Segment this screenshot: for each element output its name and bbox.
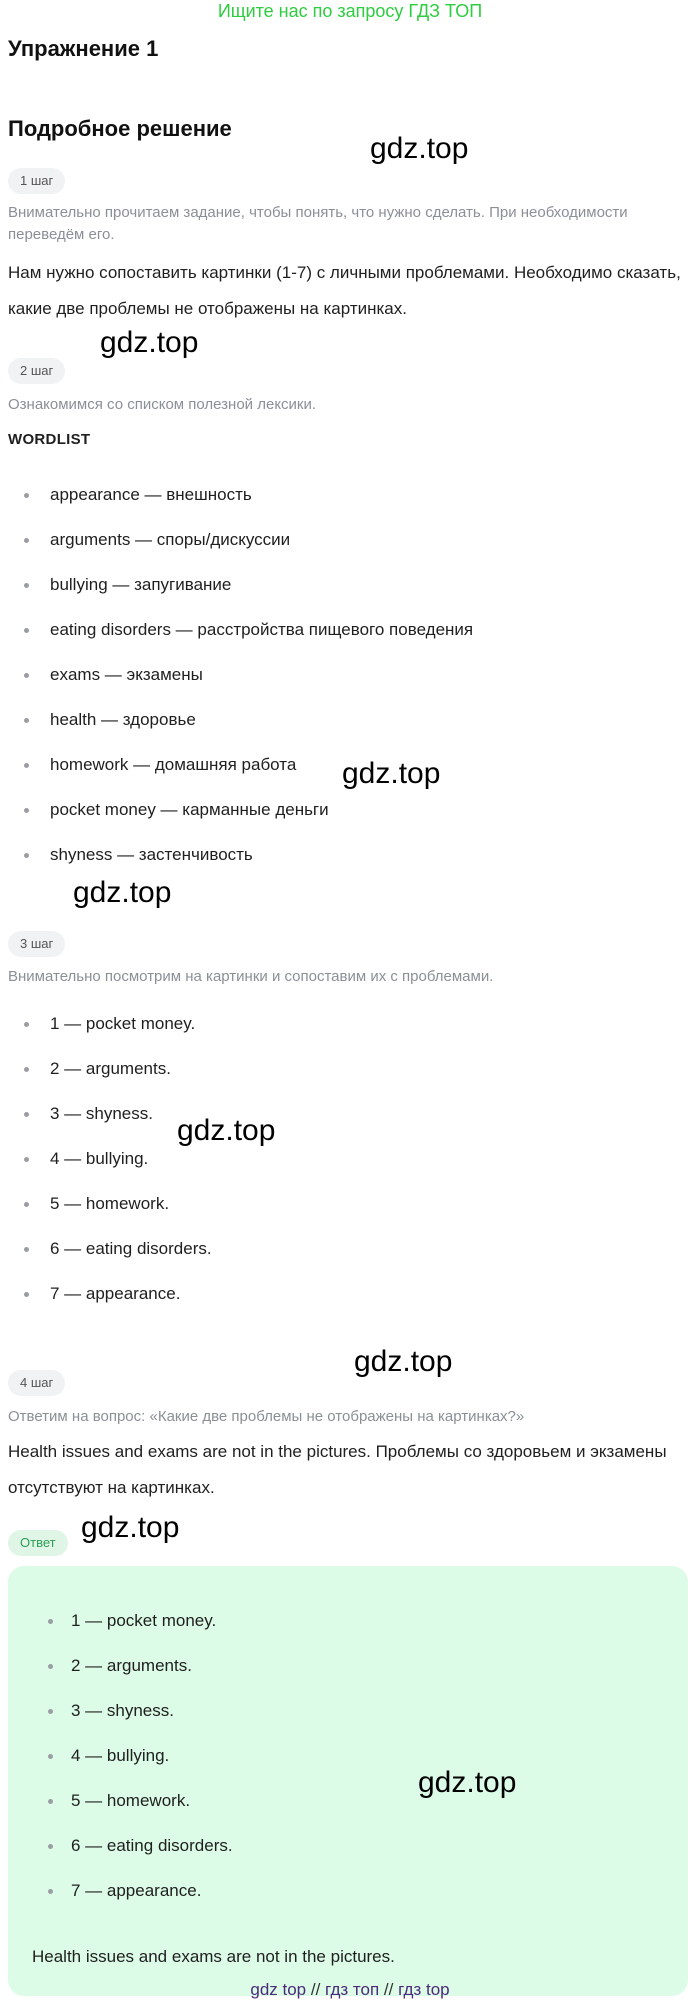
- list-item: homework — домашняя работа: [8, 752, 473, 797]
- step-4-badge: 4 шаг: [8, 1370, 65, 1396]
- list-item: bullying — запугивание: [8, 572, 473, 617]
- list-item: 2 — arguments.: [8, 1653, 233, 1698]
- list-item: 6 — eating disorders.: [8, 1833, 233, 1878]
- footer-separator: //: [383, 1980, 394, 1999]
- list-item: arguments — споры/дискуссии: [8, 527, 473, 572]
- footer-links: [0, 1978, 700, 2002]
- list-item: 6 — eating disorders.: [8, 1236, 212, 1281]
- answer-list: [8, 1608, 233, 1923]
- list-item: 4 — bullying.: [8, 1743, 233, 1788]
- step-3-hint: Внимательно посмотрим на картинки и сопоставим их с проблемами.: [8, 968, 494, 985]
- watermark: gdz.top: [100, 326, 199, 359]
- answer-text: Health issues and exams are not in the pictures.: [32, 1947, 395, 1966]
- list-item: 5 — homework.: [8, 1191, 212, 1236]
- list-item: exams — экзамены: [8, 662, 473, 707]
- list-item: 7 — appearance.: [8, 1878, 233, 1923]
- watermark: gdz.top: [418, 1766, 517, 1799]
- answer-badge: Ответ: [8, 1530, 68, 1556]
- footer-link[interactable]: gdz top: [250, 1980, 307, 1999]
- watermark: gdz.top: [177, 1114, 276, 1147]
- solution-heading: Подробное решение: [8, 116, 232, 141]
- list-item: 3 — shyness.: [8, 1101, 212, 1146]
- step-1-hint: Внимательно прочитаем задание, чтобы понять, что нужно сделать. При необходимости переведём его.: [8, 204, 628, 243]
- matching-list: [8, 1011, 212, 1326]
- watermark: gdz.top: [342, 757, 441, 790]
- list-item: 4 — bullying.: [8, 1146, 212, 1191]
- list-item: shyness — застенчивость: [8, 842, 473, 887]
- list-item: 5 — homework.: [8, 1788, 233, 1833]
- list-item: 1 — pocket money.: [8, 1011, 212, 1056]
- watermark: gdz.top: [370, 132, 469, 165]
- list-item: health — здоровье: [8, 707, 473, 752]
- step-1-badge: 1 шаг: [8, 168, 65, 194]
- step-1-text: Нам нужно сопоставить картинки (1-7) с личными проблемами. Необходимо сказать, какие две проблемы не отображены на картинках.: [8, 263, 681, 318]
- step-2-badge: 2 шаг: [8, 358, 65, 384]
- list-item: 7 — appearance.: [8, 1281, 212, 1326]
- step-4-text: Health issues and exams are not in the pictures. Проблемы со здоровьем и экзамены отсутствуют на картинках.: [8, 1442, 667, 1497]
- watermark: gdz.top: [73, 876, 172, 909]
- watermark: gdz.top: [354, 1345, 453, 1378]
- list-item: pocket money — карманные деньги: [8, 797, 473, 842]
- answer-box: [8, 1566, 688, 1996]
- step-2-hint: Ознакомимся со списком полезной лексики.: [8, 396, 317, 413]
- list-item: 2 — arguments.: [8, 1056, 212, 1101]
- watermark: gdz.top: [81, 1511, 180, 1544]
- list-item: appearance — внешность: [8, 482, 473, 527]
- wordlist: [8, 482, 473, 887]
- footer-link[interactable]: гдз топ: [325, 1980, 380, 1999]
- wordlist-title: WORDLIST: [8, 431, 91, 448]
- list-item: 1 — pocket money.: [8, 1608, 233, 1653]
- list-item: 3 — shyness.: [8, 1698, 233, 1743]
- footer-link[interactable]: гдз top: [398, 1980, 450, 1999]
- step-3-badge: 3 шаг: [8, 931, 65, 957]
- footer-separator: //: [310, 1980, 321, 1999]
- page-title: Упражнение 1: [8, 36, 159, 61]
- list-item: eating disorders — расстройства пищевого поведения: [8, 617, 473, 662]
- step-4-hint: Ответим на вопрос: «Какие две проблемы не отображены на картинках?»: [8, 1408, 525, 1425]
- search-banner: Ищите нас по запросу ГДЗ ТОП: [217, 1, 483, 21]
